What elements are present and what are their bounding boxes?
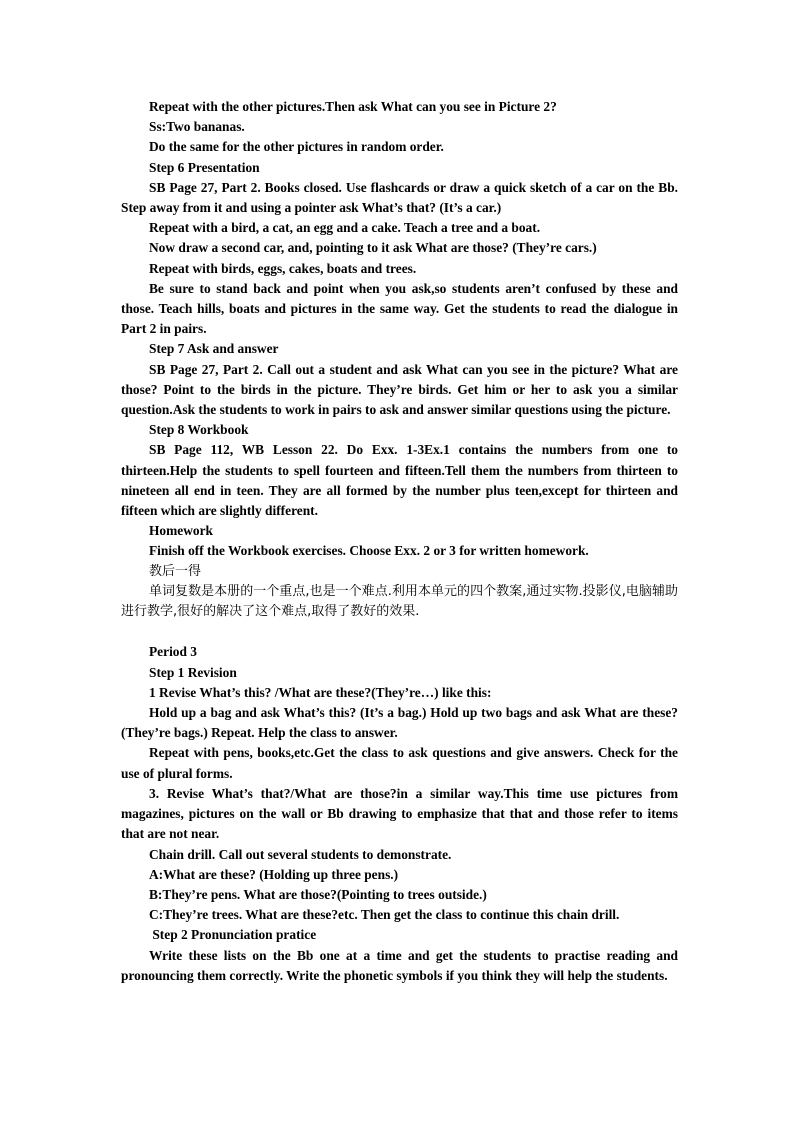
paragraph: SB Page 27, Part 2. Books closed. Use flashcards or draw a quick sketch of a car on the Bb. Step away from it and using a pointer ask What’s that? (It’s a car.) [121,179,678,216]
text-line: Repeat with a bird, a cat, an egg and a cake. Teach a tree and a boat. [149,220,541,236]
text-line: Ss:Two bananas. [149,119,245,135]
text-line: A:What are these? (Holding up three pens.) [149,866,399,882]
step-heading: Step 8 Workbook [149,422,249,438]
paragraph: Be sure to stand back and point when you ask,so students aren’t confused by these and those. Teach hills, boats and pictures in the same way. Get the students to read the dialogue in Part 2 in pairs. [121,280,678,337]
section-heading-chinese: 教后一得 [149,563,202,579]
paragraph: SB Page 112, WB Lesson 22. Do Exx. 1-3Ex.1 contains the numbers from one to thirteen.Help the students to spell fourteen and fifteen.Tell them the numbers from thirteen to nineteen all end in teen. They are all formed by the number plus teen,except for thirteen and fifteen which are slightly different. [121,442,678,519]
step-heading: Step 6 Presentation [149,159,260,175]
step-heading: Step 1 Revision [149,664,237,680]
text-line: Repeat with the other pictures.Then ask What can you see in Picture 2? [149,99,557,114]
text-line: Now draw a second car, and, pointing to it ask What are those? (They’re cars.) [149,240,597,256]
text-line: Finish off the Workbook exercises. Choose Exx. 2 or 3 for written homework. [149,543,589,559]
text-line: B:They’re pens. What are those?(Pointing to trees outside.) [149,886,487,902]
text-line: C:They’re trees. What are these?etc. Then get the class to continue this chain drill. [149,907,620,923]
paragraph: Write these lists on the Bb one at a time and get the students to practise reading and pronouncing them correctly. Write the phonetic symbols if you think they will help the students. [121,947,678,983]
text-line: 1 Revise What’s this? /What are these?(They’re…) like this: [149,684,492,700]
paragraph: SB Page 27, Part 2. Call out a student and ask What can you see in the picture? What are those? Point to the birds in the picture. They’re birds. Get him or her to ask you a similar question.Ask the students to work in pairs to ask and answer similar questions using the picture. [121,361,678,418]
blank-line [121,622,678,642]
document-body [121,97,678,986]
paragraph: Hold up a bag and ask What’s this? (It’s a bag.) Hold up two bags and ask What are these?(They’re bags.) Repeat. Help the class to answer. [121,705,678,741]
step-heading: Step 2 Pronunciation pratice [149,927,317,943]
text-line: Chain drill. Call out several students to demonstrate. [149,846,452,862]
text-line: Do the same for the other pictures in random order. [149,139,444,155]
paragraph-chinese: 单词复数是本册的一个重点,也是一个难点.利用本单元的四个教案,通过实物.投影仪,电脑辅助进行教学,很好的解决了这个难点,取得了教好的效果. [121,583,678,620]
paragraph: 3. Revise What’s that?/What are those?in a similar way.This time use pictures from magazines, pictures on the wall or Bb drawing to emphasize that that and those refer to items that are not near. [121,785,678,842]
text-line: Repeat with birds, eggs, cakes, boats and trees. [149,260,417,276]
paragraph: Repeat with pens, books,etc.Get the class to ask questions and give answers. Check for the use of plural forms. [121,745,678,781]
period-heading: Period 3 [149,644,197,660]
section-heading: Homework [149,523,213,539]
step-heading: Step 7 Ask and answer [149,341,279,357]
